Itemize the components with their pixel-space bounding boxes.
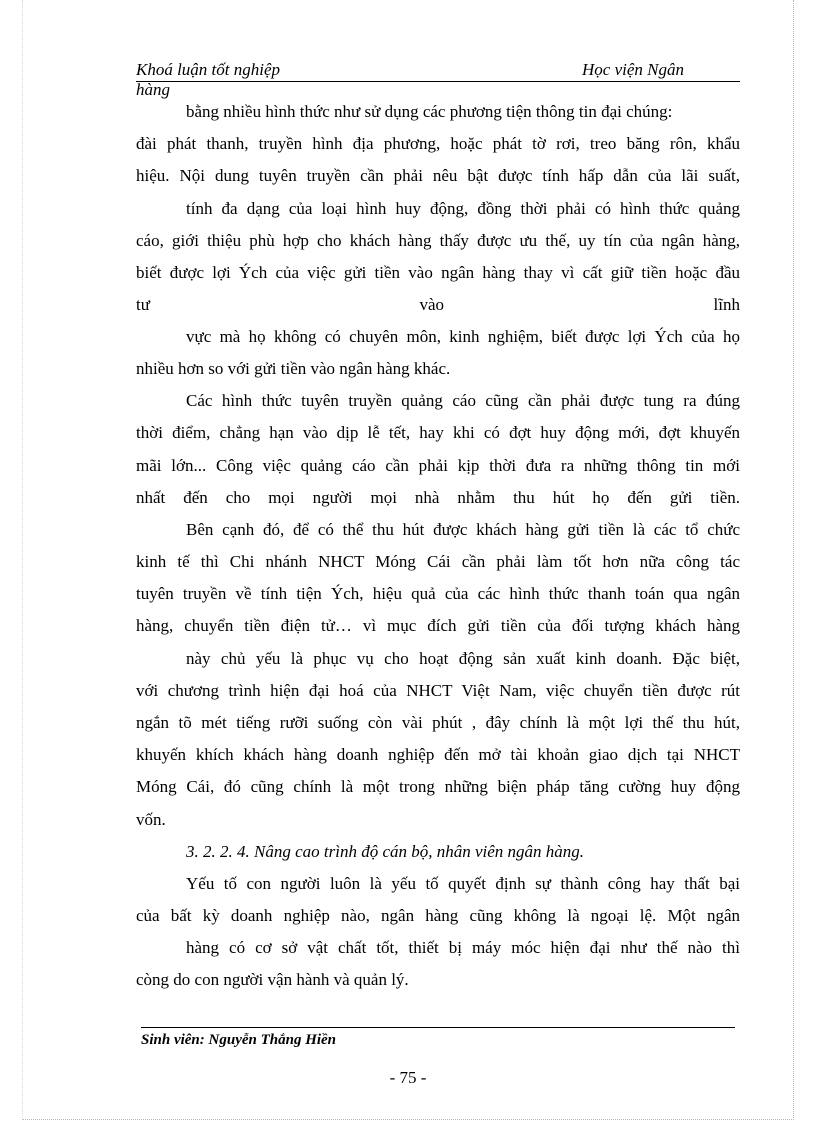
body-line: Yếu tố con người luôn là yếu tố quyết định sự thành công hay thất bại (186, 874, 740, 893)
page-number: - 75 - (389, 1068, 427, 1087)
body-line: biết được lợi Ých của việc gửi tiền vào ngân hàng thay vì cất giữ tiền hoặc đầu (136, 263, 740, 282)
body-line: nhiều hơn so với gửi tiền vào ngân hàng khác. (136, 359, 451, 378)
body-line: với chương trình hiện đại hoá của NHCT Việt Nam, việc chuyển tiền được rút (136, 681, 740, 700)
body-line: hàng, chuyển tiền điện tử… vì mục đích gửi tiền của đối tượng khách hàng (136, 616, 740, 635)
section-heading: 3. 2. 2. 4. Nâng cao trình độ cán bộ, nhân viên ngân hàng. (186, 842, 585, 861)
body-line: nhất đến cho mọi người mọi nhà nhằm thu hút họ đến gửi tiền. (136, 488, 740, 507)
body-line: mãi lớn... Công việc quảng cáo cần phải kịp thời đưa ra những thông tin mới (136, 456, 740, 475)
body-line: cáo, giới thiệu phù hợp cho khách hàng thấy được ưu thế, uy tín của ngân hàng, (136, 231, 740, 250)
body-line: thời điểm, chẳng hạn vào dịp lễ tết, hay khi có đợt huy động mới, đợt khuyến (136, 423, 740, 442)
body-line: vốn. (136, 810, 166, 829)
body-line: Các hình thức tuyên truyền quảng cáo cũng cần phải được tung ra đúng (186, 391, 740, 410)
body-line: đài phát thanh, truyền hình địa phương, hoặc phát tờ rơi, treo băng rôn, khẩu (136, 134, 740, 153)
body-line: bằng nhiều hình thức như sử dụng các phương tiện thông tin đại chúng: (186, 102, 673, 121)
footer-student: Sinh viên: Nguyễn Thắng Hiền (141, 1032, 337, 1048)
body-line: Bên cạnh đó, để có thể thu hút được khách hàng gửi tiền là các tổ chức (186, 520, 740, 539)
body-line: này chủ yếu là phục vụ cho hoạt động sản xuất kinh doanh. Đặc biệt, (186, 649, 740, 668)
body-line: tuyên truyền về tính tiện Ých, hiệu quả của các hình thức thanh toán qua ngân (136, 584, 740, 603)
body-line: vực mà họ không có chuyên môn, kinh nghiệm, biết được lợi Ých của họ (186, 327, 740, 346)
header-wrap: hàng (136, 80, 170, 99)
body-line: khuyến khích khách hàng doanh nghiệp đến mở tài khoản giao dịch tại NHCT (136, 745, 740, 764)
body-line: tính đa dạng của loại hình huy động, đồng thời phải có hình thức quảng (186, 199, 740, 218)
body-line: kinh tế thì Chi nhánh NHCT Móng Cái cần phải làm tốt hơn nữa công tác (136, 552, 740, 571)
header-left: Khoá luận tốt nghiệp (136, 60, 281, 79)
header-rule (136, 81, 740, 82)
body-line: còng do con người vận hành và quản lý. (136, 970, 409, 989)
body-line: hiệu. Nội dung tuyên truyền cần phải nêu bật được tính hấp dẫn của lãi suất, (136, 166, 740, 185)
body-line: tư vào lĩnh (136, 295, 740, 314)
body-line: hàng có cơ sở vật chất tốt, thiết bị máy móc hiện đại như thế nào thì (186, 938, 740, 957)
header-right: Học viện Ngân (582, 60, 684, 79)
footer-rule (141, 1027, 735, 1028)
body-line: ngắn tõ mét tiếng rưỡi suống còn vài phút , đây chính là một lợi thế thu hút, (136, 713, 740, 732)
body-line: Móng Cái, đó cũng chính là một trong những biện pháp tăng cường huy động (136, 777, 740, 796)
body-line: của bất kỳ doanh nghiệp nào, ngân hàng cũng không là ngoại lệ. Một ngân (136, 906, 740, 925)
